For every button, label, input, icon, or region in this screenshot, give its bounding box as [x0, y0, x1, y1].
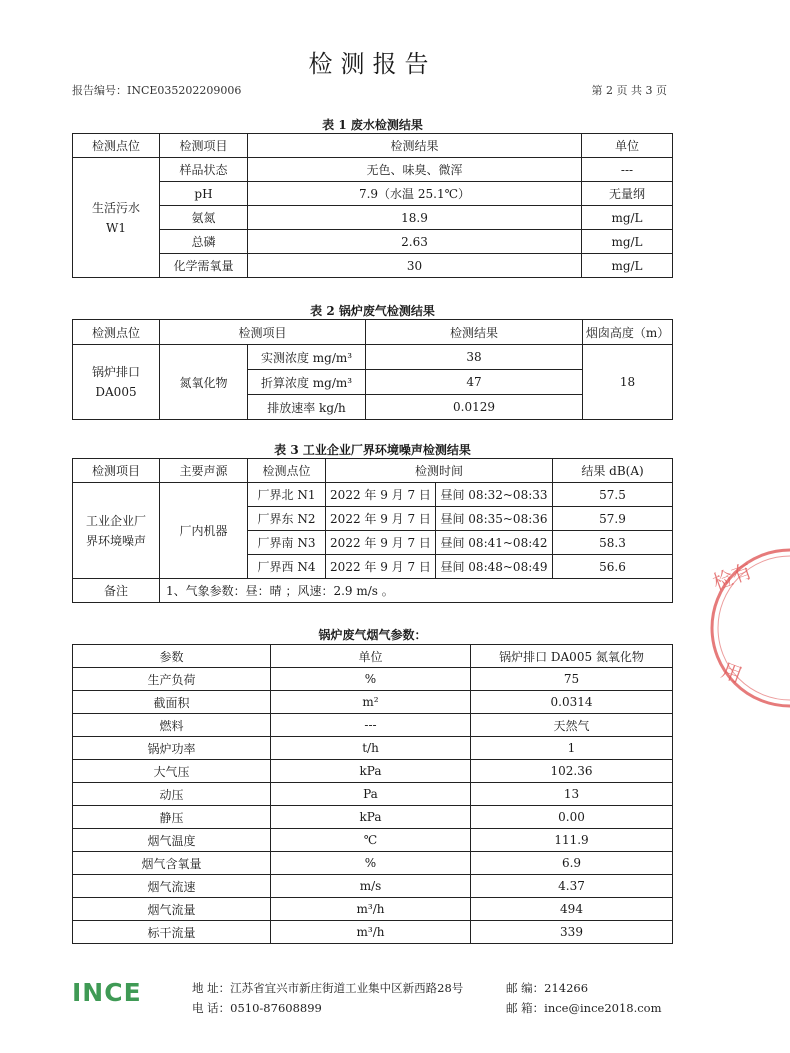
table4-cell: m²: [271, 691, 471, 714]
table3-cell: 2022 年 9 月 7 日: [326, 555, 436, 579]
table4-cell: 102.36: [471, 760, 673, 783]
table3-cell: 昼间 08:41~08:42: [436, 531, 553, 555]
table4-cell: t/h: [271, 737, 471, 760]
table4-caption: 锅炉废气烟气参数：: [318, 628, 427, 642]
table4-row: [73, 691, 673, 714]
table4-cell: 6.9: [471, 852, 673, 875]
table4-cell: m³/h: [271, 921, 471, 944]
table3-header: 结果 dB(A): [553, 459, 673, 483]
table3-cell: 厂界南 N3: [248, 531, 326, 555]
table1-cell: ---: [582, 158, 673, 182]
table3-cell: 厂界北 N1: [248, 483, 326, 507]
table1: [72, 133, 673, 278]
table2-cell: 排放速率 kg/h: [248, 395, 366, 420]
table3-cell: 厂界西 N4: [248, 555, 326, 579]
footer-email: 邮 箱：ince@ince2018.com: [506, 1001, 662, 1015]
table3-cell: 58.3: [553, 531, 673, 555]
table1-cell: 7.9（水温 25.1℃）: [248, 182, 582, 206]
table4-row: [73, 829, 673, 852]
table4-cell: 锅炉功率: [73, 737, 271, 760]
table4-cell: m/s: [271, 875, 471, 898]
table2-header: 烟囱高度（m）: [583, 320, 673, 345]
table1-cell: mg/L: [582, 230, 673, 254]
table4-cell: 截面积: [73, 691, 271, 714]
table2-cell: 折算浓度 mg/m³: [248, 370, 366, 395]
table3-cell: 2022 年 9 月 7 日: [326, 483, 436, 507]
table4-header: 锅炉排口 DA005 氮氧化物: [471, 645, 673, 668]
table3-source: 厂内机器: [160, 483, 248, 579]
table3-cell: 57.5: [553, 483, 673, 507]
table1-header: 检测项目: [160, 134, 248, 158]
table1-cell: 化学需氧量: [160, 254, 248, 278]
table4-cell: 4.37: [471, 875, 673, 898]
table4-row: [73, 714, 673, 737]
table2: [72, 319, 673, 420]
table2-point: 锅炉排口 DA005: [73, 345, 160, 420]
table4-cell: 0.00: [471, 806, 673, 829]
table3-caption: 表 3 工业企业厂界环境噪声检测结果: [274, 443, 471, 457]
table4-header: 参数: [73, 645, 271, 668]
table4-cell: 动压: [73, 783, 271, 806]
footer-address: 地 址：江苏省宜兴市新庄街道工业集中区新西路28号: [192, 981, 464, 995]
table4-row: [73, 737, 673, 760]
table3: [72, 458, 673, 603]
table1-cell: 样品状态: [160, 158, 248, 182]
table3-note-label: 备注: [73, 579, 160, 603]
table1-cell: 30: [248, 254, 582, 278]
table2-header: 检测点位: [73, 320, 160, 345]
table1-header: 单位: [582, 134, 673, 158]
table4-row: [73, 806, 673, 829]
table4-cell: ℃: [271, 829, 471, 852]
table2-header: 检测结果: [366, 320, 583, 345]
table4-cell: 494: [471, 898, 673, 921]
table1-cell: 2.63: [248, 230, 582, 254]
table4-cell: 天然气: [471, 714, 673, 737]
company-logo: INCE: [72, 978, 142, 1007]
table4-cell: 烟气流量: [73, 898, 271, 921]
table4-cell: %: [271, 852, 471, 875]
table1-cell: 氨氮: [160, 206, 248, 230]
table1-cell: pH: [160, 182, 248, 206]
seal-stamp: [700, 548, 790, 708]
table3-cell: 2022 年 9 月 7 日: [326, 531, 436, 555]
table1-cell: 无量纲: [582, 182, 673, 206]
footer-postcode: 邮 编：214266: [506, 981, 589, 995]
table4-cell: 烟气含氧量: [73, 852, 271, 875]
table3-cell: 昼间 08:35~08:36: [436, 507, 553, 531]
table4-cell: kPa: [271, 806, 471, 829]
table4-row: [73, 875, 673, 898]
table3-cell: 昼间 08:48~08:49: [436, 555, 553, 579]
report-number: 报告编号：INCE035202209006: [72, 84, 242, 97]
table1-point: 生活污水 W1: [73, 158, 160, 278]
table3-cell: 57.9: [553, 507, 673, 531]
table1-cell: 总磷: [160, 230, 248, 254]
table4-cell: 111.9: [471, 829, 673, 852]
table4-cell: ---: [271, 714, 471, 737]
table4-row: [73, 852, 673, 875]
table4: [72, 644, 673, 944]
page-info: 第 2 页 共 3 页: [591, 84, 667, 97]
table2-cell: 38: [366, 345, 583, 370]
table4-cell: 13: [471, 783, 673, 806]
table3-item: 工业企业厂 界环境噪声: [73, 483, 160, 579]
table4-cell: 烟气温度: [73, 829, 271, 852]
table1-caption: 表 1 废水检测结果: [322, 118, 423, 132]
table4-cell: 生产负荷: [73, 668, 271, 691]
table4-cell: 烟气流速: [73, 875, 271, 898]
table1-cell: mg/L: [582, 254, 673, 278]
table1-cell: 18.9: [248, 206, 582, 230]
table1-cell: mg/L: [582, 206, 673, 230]
table4-cell: 0.0314: [471, 691, 673, 714]
table4-cell: 燃料: [73, 714, 271, 737]
table4-cell: 静压: [73, 806, 271, 829]
table3-header: 检测项目: [73, 459, 160, 483]
table4-cell: 75: [471, 668, 673, 691]
table4-cell: 1: [471, 737, 673, 760]
table4-cell: kPa: [271, 760, 471, 783]
table1-cell: 无色、味臭、微浑: [248, 158, 582, 182]
table4-cell: 标干流量: [73, 921, 271, 944]
table4-cell: 339: [471, 921, 673, 944]
table4-row: [73, 668, 673, 691]
table1-header: 检测点位: [73, 134, 160, 158]
table3-header: 检测时间: [326, 459, 553, 483]
svg-text:检有: 检有: [709, 558, 756, 595]
table2-caption: 表 2 锅炉废气检测结果: [310, 304, 435, 318]
table4-row: [73, 760, 673, 783]
table4-row: [73, 898, 673, 921]
table2-cell: 0.0129: [366, 395, 583, 420]
table1-header: 检测结果: [248, 134, 582, 158]
table4-cell: 大气压: [73, 760, 271, 783]
table3-note: 1、气象参数：昼：晴 ；风速：2.9 m/s 。: [160, 579, 673, 603]
table4-cell: Pa: [271, 783, 471, 806]
table2-height: 18: [583, 345, 673, 420]
page-title: 检测报告: [308, 50, 437, 78]
table2-cell: 实测浓度 mg/m³: [248, 345, 366, 370]
table3-header: 检测点位: [248, 459, 326, 483]
svg-text:用: 用: [718, 658, 746, 688]
footer-phone: 电 话：0510-87608899: [192, 1001, 322, 1015]
table4-row: [73, 783, 673, 806]
table2-item: 氮氧化物: [160, 345, 248, 420]
table3-cell: 厂界东 N2: [248, 507, 326, 531]
table2-cell: 47: [366, 370, 583, 395]
table2-header: 检测项目: [160, 320, 366, 345]
table4-cell: %: [271, 668, 471, 691]
table3-cell: 昼间 08:32~08:33: [436, 483, 553, 507]
table4-row: [73, 921, 673, 944]
table3-cell: 56.6: [553, 555, 673, 579]
table4-header: 单位: [271, 645, 471, 668]
table4-cell: m³/h: [271, 898, 471, 921]
table3-header: 主要声源: [160, 459, 248, 483]
table3-cell: 2022 年 9 月 7 日: [326, 507, 436, 531]
